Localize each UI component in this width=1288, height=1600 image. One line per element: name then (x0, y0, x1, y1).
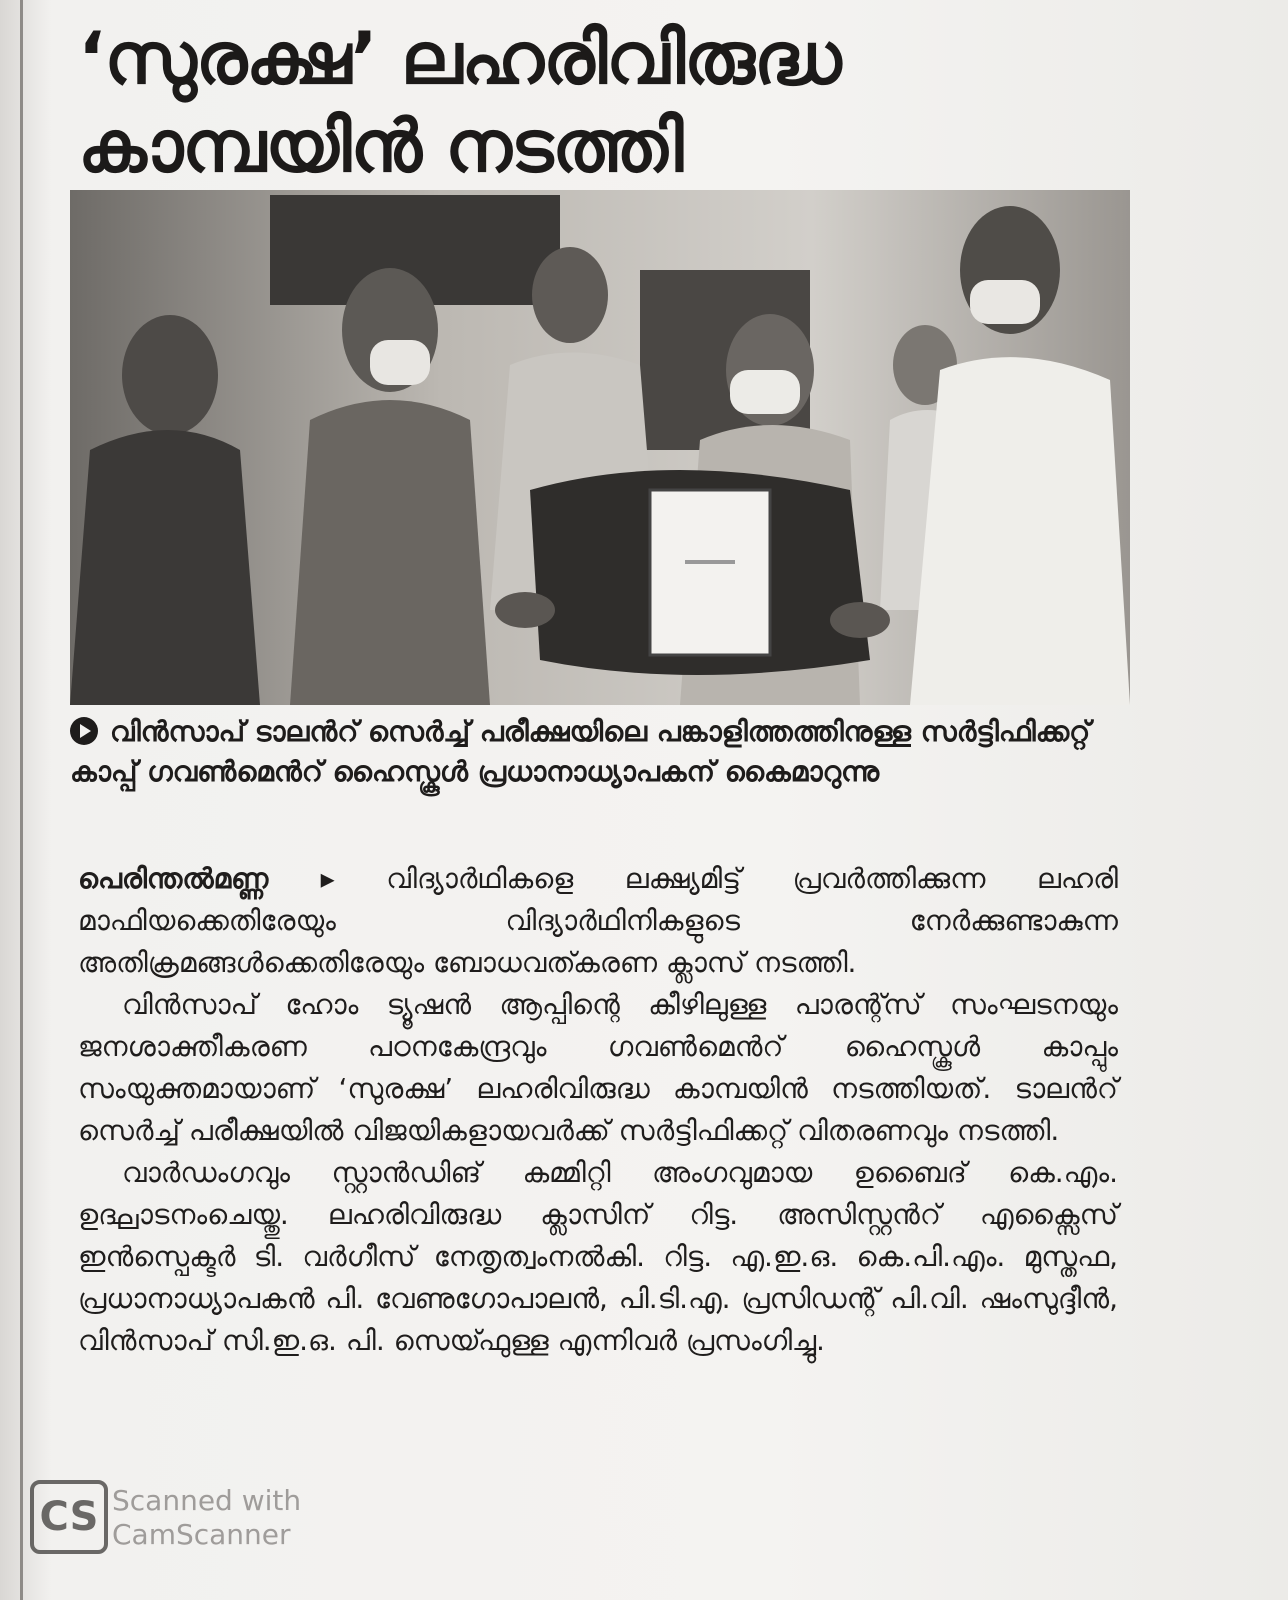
camscanner-logo: CS (30, 1480, 108, 1554)
article-paragraph-2: വിൻസാപ് ഹോം ട്യൂഷൻ ആപ്പിന്റെ കീഴിലുള്ള പാരന്റ്സ് സംഘടനയും ജനശാക്തീകരണ പഠനകേന്ദ്രവും ഗവൺമെൻറ് ഹൈസ്കൂൾ കാപ്പും സംയുക്തമായാണ് ‘സുരക്ഷ’ ലഹരിവിരുദ്ധ കാമ്പയിൻ നടത്തിയത്. ടാലൻറ് സെർച്ച് പരീക്ഷയിൽ വിജയികളായവർക്ക് സർട്ടിഫിക്കറ്റ് വിതരണവും നടത്തി. (78, 988, 1118, 1147)
article-body (78, 858, 1118, 1362)
article-paragraph-1 (78, 858, 1118, 984)
watermark-line-1: Scanned with (112, 1484, 302, 1517)
paper-fold-line (20, 0, 23, 1600)
headline-line-2: കാമ്പയിൻ നടത്തി (78, 104, 683, 188)
play-circle-icon (70, 717, 98, 745)
headline (78, 14, 1138, 190)
photo-caption-text: വിൻസാപ് ടാലൻറ് സെർച്ച് പരീക്ഷയിലെ പങ്കാളിത്തത്തിനുള്ള സർട്ടിഫിക്കറ്റ് കാപ്പ് ഗവൺമെൻറ് ഹൈസ്കൂൾ പ്രധാനാധ്യാപകന് കൈമാറുന്നു (70, 715, 1091, 788)
photo-caption (70, 712, 1110, 792)
paragraph-1-text: വിദ്യാർഥികളെ ലക്ഷ്യമിട്ട് പ്രവർത്തിക്കുന്ന ലഹരി മാഫിയക്കെതിരേയും വിദ്യാർഥിനികളുടെ നേർക്കുണ്ടാകുന്ന അതിക്രമങ്ങൾക്കെതിരേയും ബോധവത്കരണ ക്ലാസ് നടത്തി. (78, 862, 1119, 979)
news-photo-graphic (70, 190, 1130, 705)
scanner-watermark (112, 1484, 301, 1552)
watermark-line-2: CamScanner (112, 1518, 291, 1551)
headline-line-1: ‘സുരക്ഷ’ ലഹരിവിരുദ്ധ (78, 16, 841, 100)
dateline: പെരിന്തൽമണ്ണ ▸ (78, 862, 335, 895)
news-photo (70, 190, 1130, 705)
article-paragraph-3: വാർഡംഗവും സ്റ്റാൻഡിങ് കമ്മിറ്റി അംഗവുമായ ഉബൈദ് കെ.എം. ഉദ്ഘാടനംചെയ്തു. ലഹരിവിരുദ്ധ ക്ലാസിന് റിട്ട. അസിസ്റ്റൻറ് എക്സൈസ് ഇൻസ്പെക്ടർ ടി. വർഗീസ് നേതൃത്വംനൽകി. റിട്ട. എ.ഇ.ഒ. കെ.പി.എം. മുസ്തഫ, പ്രധാനാധ്യാപകൻ പി. വേണുഗോപാലൻ, പി.ടി.എ. പ്രസിഡന്റ് പി.വി. ഷംസുദ്ദീൻ, വിൻസാപ് സി.ഇ.ഒ. പി. സെയ്ഫുള്ള എന്നിവർ പ്രസംഗിച്ചു. (78, 1156, 1118, 1357)
